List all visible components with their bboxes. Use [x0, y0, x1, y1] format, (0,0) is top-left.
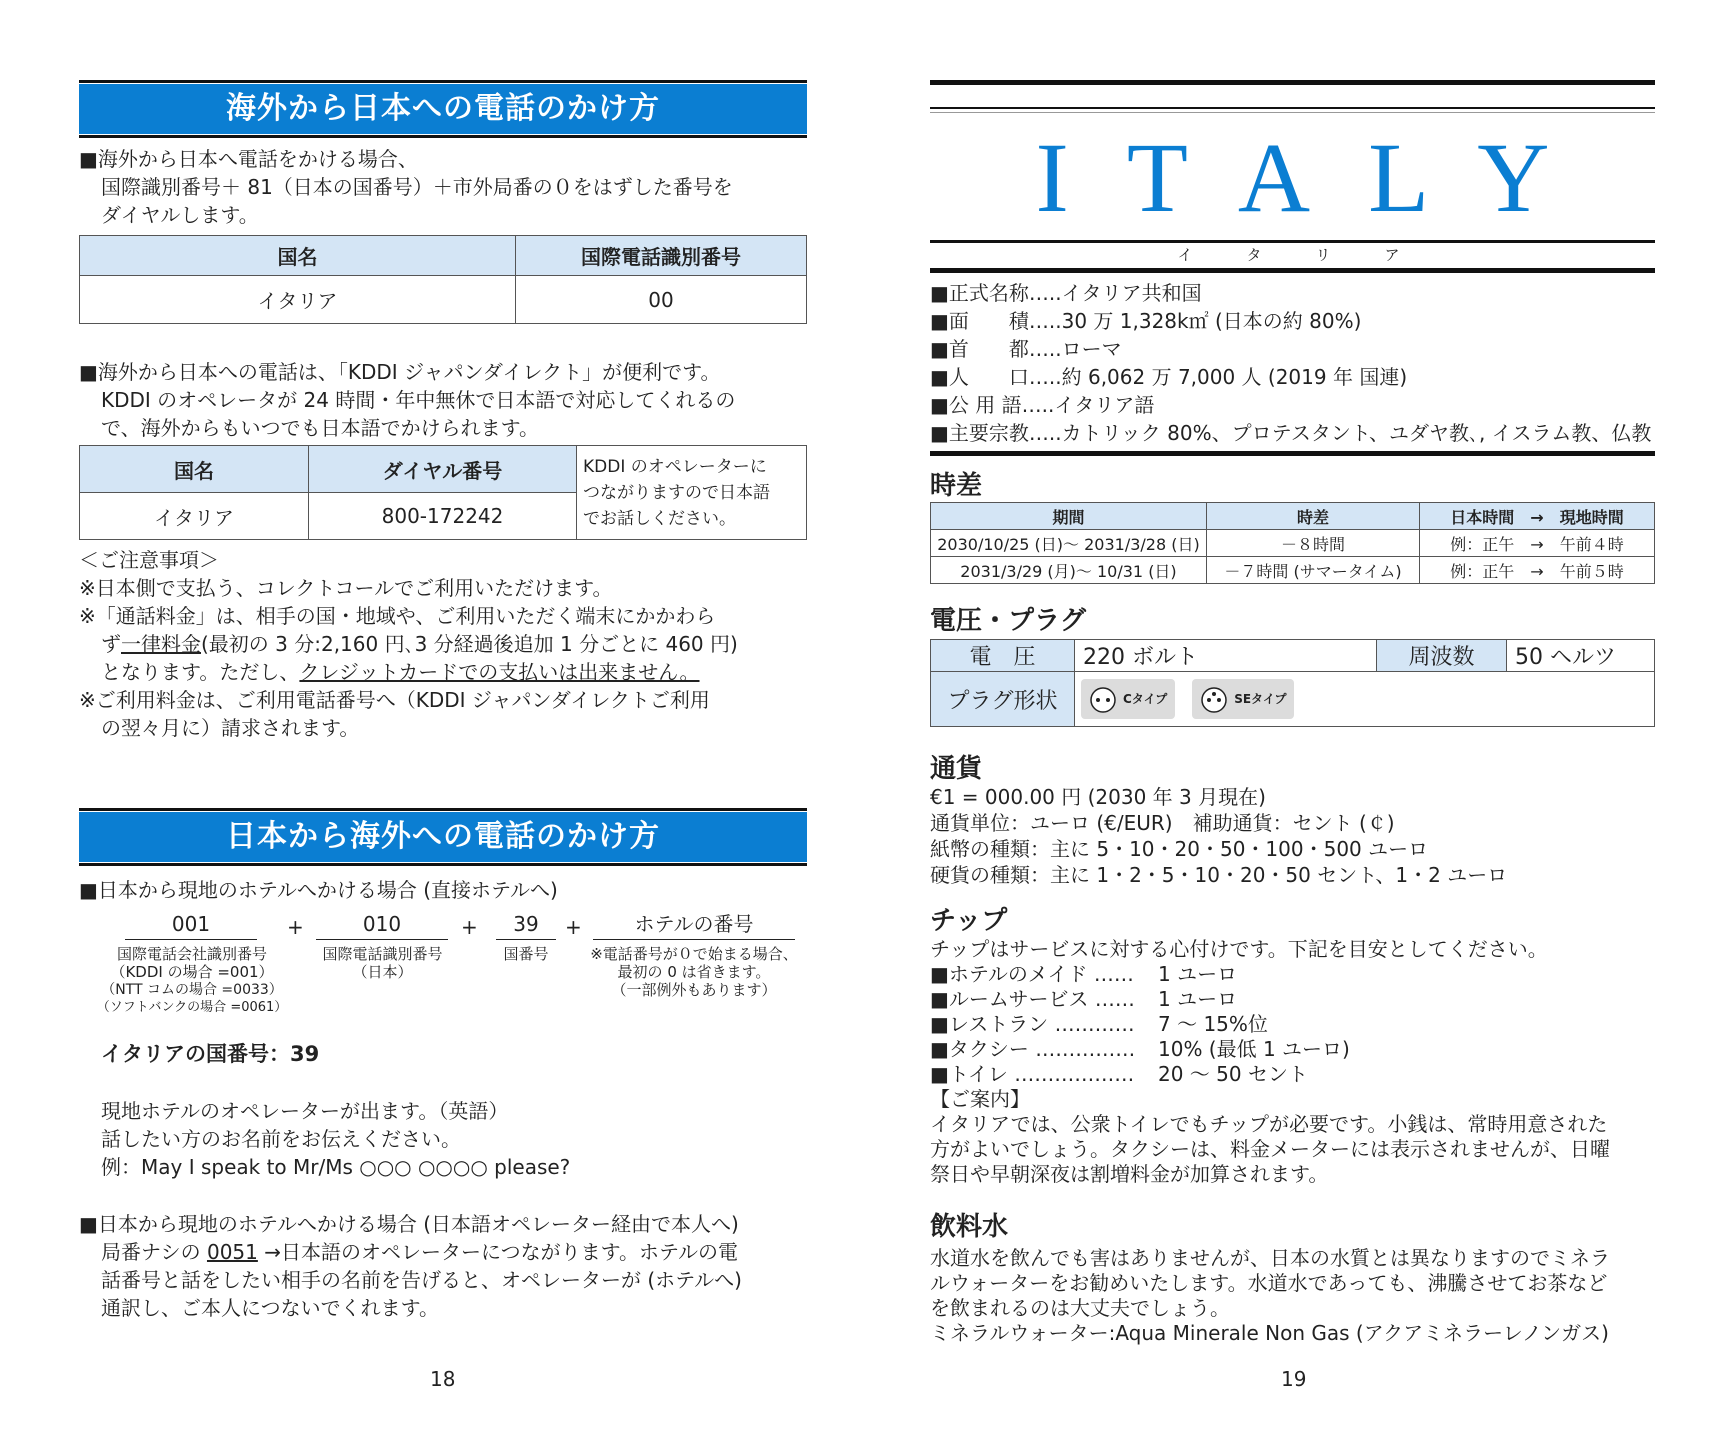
table-cell: 2031/3/29 (月)～ 10/31 (日) [931, 557, 1207, 584]
plug-se [1192, 679, 1294, 719]
plug-c-label: Cタイプ [1123, 692, 1168, 706]
note-line: ※ご利用料金は、ご利用電話番号へ（KDDI ジャパンダイレクトご利用 [79, 688, 710, 712]
water-title: 飲料水 [930, 1212, 1009, 1242]
tip-item-label: ■タクシー …………… [930, 1037, 1136, 1061]
via-number: 0051 [206, 1240, 258, 1264]
tip-guide-line: 方がよいでしょう。タクシーは、料金メーターには表示されませんが、日曜 [930, 1137, 1610, 1161]
caption-line: 国際電話会社識別番号 [116, 945, 267, 963]
table-header: 日本時間 → 現地時間 [1420, 503, 1655, 530]
table-header: 時差 [1207, 503, 1420, 530]
dial-country-code: 39 [496, 909, 556, 940]
tip-title: チップ [930, 906, 1008, 936]
note-line: ※日本側で支払う、コレクトコールでご利用いただけます。 [79, 576, 613, 600]
intl-code-table [79, 235, 807, 324]
frequency-label: 周波数 [1377, 640, 1507, 672]
tip-item [930, 962, 1350, 987]
caption-company-code [95, 945, 289, 1017]
caption-hotel-number [583, 945, 805, 999]
voltage-title: 電圧・プラグ [930, 606, 1087, 636]
tip-intro: チップはサービスに対する心付けです。下記を目安としてください。 [930, 937, 1548, 961]
tip-guide-line: イタリアでは、公衆トイレでもチップが必要です。小銭は、常時用意された [930, 1112, 1608, 1136]
note-text: となります。ただし、 [101, 660, 300, 684]
dial-intl-code: 010 [316, 909, 448, 940]
section-rule [79, 808, 807, 811]
intro-line: ダイヤルします。 [101, 203, 259, 227]
water-line: ルウォーターをお勧めいたします。水道水であっても、沸騰させてお茶など [930, 1271, 1608, 1295]
country-kana: イ タ リ ア [1177, 246, 1408, 264]
fact-line: ■面 積…..30 万 1,328k㎡ (日本の約 80%) [930, 309, 1362, 333]
water-line: を飲まれるのは大丈夫でしょう。 [930, 1296, 1230, 1320]
via-text: 局番ナシの [101, 1240, 207, 1264]
caption-line: （一部例外もあります） [611, 981, 777, 999]
table-cell: イタリア [80, 493, 309, 540]
plug-label: プラグ形状 [931, 672, 1075, 727]
caption-line: （日本） [352, 963, 413, 981]
caption-line: 国際電話識別番号 [322, 945, 443, 963]
right-page [866, 0, 1733, 1434]
via-line: 通訳し、ご本人につないでくれます。 [101, 1296, 439, 1320]
timediff-table [930, 502, 1655, 584]
caption-intl-code [305, 945, 460, 981]
table-cell: 例：正午 → 午前４時 [1420, 530, 1655, 557]
note-text: ず [101, 632, 121, 656]
tip-item-value: 7 ～ 15%位 [1158, 1012, 1268, 1036]
caption-line: （ソフトバンクの場合 =0061） [96, 1000, 288, 1015]
operator-line: 例：May I speak to Mr/Ms ○○○ ○○○○ please? [101, 1155, 571, 1179]
section-rule [79, 863, 807, 866]
caption-country-code [486, 945, 566, 963]
tip-item-label: ■ホテルのメイド …… [930, 962, 1134, 986]
note-text: (最初の 3 分:2,160 円､3 分経過後追加 1 分ごとに 460 円) [201, 632, 738, 656]
table-cell: 800-172242 [309, 493, 577, 540]
table-cell: イタリア [80, 276, 516, 324]
plug-se-label: SEタイプ [1234, 692, 1287, 706]
frequency-value: 50 ヘルツ [1507, 640, 1655, 672]
intro-line: ■海外から日本へ電話をかける場合、 [79, 147, 418, 171]
caption-line: ※電話番号が０で始まる場合、 [590, 945, 798, 963]
note-underlined: 一律料金 [121, 632, 201, 656]
plus-sign: + [565, 915, 582, 939]
table-cell: －７時間 (サマータイム) [1207, 557, 1420, 584]
water-line: ミネラルウォーター:Aqua Minerale Non Gas (アクアミネラーレノンガス) [930, 1321, 1609, 1345]
voltage-table [930, 639, 1655, 727]
table-cell: －８時間 [1207, 530, 1420, 557]
tip-item-label: ■レストラン ………… [930, 1012, 1135, 1036]
tip-item-value: 1 ユーロ [1158, 962, 1238, 986]
via-line [101, 1238, 738, 1266]
via-line: 話番号と話をしたい相手の名前を告げると、オペレーターが (ホテルへ) [101, 1268, 742, 1292]
kddi-note-cell [577, 446, 807, 540]
section-title-from-abroad: 海外から日本への電話のかけ方 [79, 84, 807, 134]
table-header: ダイヤル番号 [309, 446, 577, 493]
left-page [0, 0, 866, 1434]
tip-item [930, 1037, 1350, 1062]
plug-c [1081, 679, 1175, 719]
plus-sign: + [287, 915, 304, 939]
timediff-title: 時差 [930, 471, 983, 501]
page-number: 18 [430, 1367, 456, 1391]
caption-line: 国番号 [503, 945, 549, 963]
fact-line: ■人 口…..約 6,062 万 7,000 人 (2019 年 国連) [930, 365, 1408, 389]
currency-line: 硬貨の種類：主に 1・2・5・10・20・50 セント、1・2 ユーロ [930, 863, 1508, 887]
section-title-to-abroad: 日本から海外への電話のかけ方 [79, 812, 807, 862]
direct-heading: ■日本から現地のホテルへかける場合 (直接ホテルへ) [79, 878, 558, 902]
country-title: ITALY [1035, 122, 1608, 233]
kddi-line: で、海外からもいつでも日本語でかけられます。 [101, 416, 539, 440]
note-line [101, 658, 700, 686]
tip-item-label: ■ルームサービス …… [930, 987, 1135, 1011]
tip-item [930, 987, 1350, 1012]
operator-line: 話したい方のお名前をお伝えください。 [101, 1127, 461, 1151]
table-header: 国際電話識別番号 [516, 236, 807, 276]
header-rule [930, 107, 1655, 109]
fact-line: ■公 用 語…..イタリア語 [930, 393, 1155, 417]
tip-guide-line: 祭日や早朝深夜は割増料金が加算されます。 [930, 1162, 1329, 1186]
intro-line: 国際識別番号＋ 81（日本の国番号）＋市外局番の０をはずした番号を [101, 175, 733, 199]
plug-se-icon [1200, 686, 1228, 714]
section-rule [79, 135, 807, 138]
table-cell: 2030/10/25 (日)～ 2031/3/28 (日) [931, 530, 1207, 557]
table-header: 国名 [80, 236, 516, 276]
plug-c-icon [1089, 686, 1117, 714]
via-text: →日本語のオペレーターにつながります。ホテルの電 [257, 1240, 738, 1264]
currency-line: €1 = 000.00 円 (2030 年 3 月現在) [930, 785, 1266, 809]
fact-line: ■正式名称…..イタリア共和国 [930, 281, 1202, 305]
header-rule-thick [930, 80, 1655, 85]
kddi-line: KDDI のオペレータが 24 時間・年中無休で日本語で対応してくれるの [101, 388, 736, 412]
kana-rule-thick [930, 268, 1655, 273]
tip-item-value: 10% (最低 1 ユーロ) [1158, 1037, 1350, 1061]
kddi-note-line: つながりますので日本語 [583, 482, 770, 503]
kana-rule [930, 240, 1655, 243]
section-rule [79, 80, 807, 83]
table-header: 期間 [931, 503, 1207, 530]
table-cell: 例：正午 → 午前５時 [1420, 557, 1655, 584]
dial-company-code: 001 [125, 909, 257, 940]
currency-line: 通貨単位：ユーロ (€/EUR) 補助通貨：セント (￠) [930, 811, 1395, 835]
kddi-line: ■海外から日本への電話は、「KDDI ジャパンダイレクト」が便利です。 [79, 360, 721, 384]
voltage-label: 電 圧 [931, 640, 1075, 672]
water-line: 水道水を飲んでも害はありませんが、日本の水質とは異なりますのでミネラ [930, 1246, 1610, 1270]
table-header: 国名 [80, 446, 309, 493]
note-line [101, 630, 738, 658]
note-underlined: クレジットカードでの支払いは出来ません。 [299, 660, 700, 684]
country-code-label: イタリアの国番号：39 [101, 1042, 320, 1066]
caption-line: （NTT コムの場合 =0033） [101, 982, 283, 998]
plus-sign: + [461, 915, 478, 939]
operator-line: 現地ホテルのオペレーターが出ます。（英語） [101, 1099, 509, 1123]
header-rule [930, 112, 1655, 113]
kddi-note-line: でお話しください。 [583, 508, 736, 529]
notes-title: ＜ご注意事項＞ [79, 548, 219, 572]
fact-line: ■主要宗教…..カトリック 80%、プロテスタント、ユダヤ教､, イスラム教、仏教 [930, 421, 1652, 445]
page-number: 19 [1281, 1367, 1307, 1391]
caption-line: 最初の 0 は省きます。 [617, 963, 771, 981]
tip-item-value: 20 ～ 50 セント [1158, 1062, 1308, 1086]
voltage-value: 220 ボルト [1075, 640, 1377, 672]
tip-list [930, 962, 1350, 1087]
tip-item [930, 1012, 1350, 1037]
facts-rule [930, 451, 1655, 456]
dial-hotel-number: ホテルの番号 [593, 909, 795, 940]
caption-line: （KDDI の場合 =001） [110, 963, 274, 981]
plug-types [1075, 672, 1655, 727]
tip-item [930, 1062, 1350, 1087]
via-heading: ■日本から現地のホテルへかける場合 (日本語オペレーター経由で本人へ) [79, 1212, 739, 1236]
note-line: ※「通話料金」は、相手の国・地域や、ご利用いただく端末にかかわら [79, 604, 716, 628]
currency-title: 通貨 [930, 754, 983, 784]
table-cell: 00 [516, 276, 807, 324]
kddi-note-line: KDDI のオペレーターに [583, 456, 767, 477]
kddi-table [79, 445, 807, 540]
tip-guide-title: 【ご案内】 [930, 1087, 1030, 1111]
tip-item-value: 1 ユーロ [1158, 987, 1238, 1011]
currency-line: 紙幣の種類：主に 5・10・20・50・100・500 ユーロ [930, 837, 1429, 861]
tip-item-label: ■トイレ ……………… [930, 1062, 1135, 1086]
fact-line: ■首 都…..ローマ [930, 337, 1122, 361]
note-line: の翌々月に）請求されます。 [101, 716, 360, 740]
